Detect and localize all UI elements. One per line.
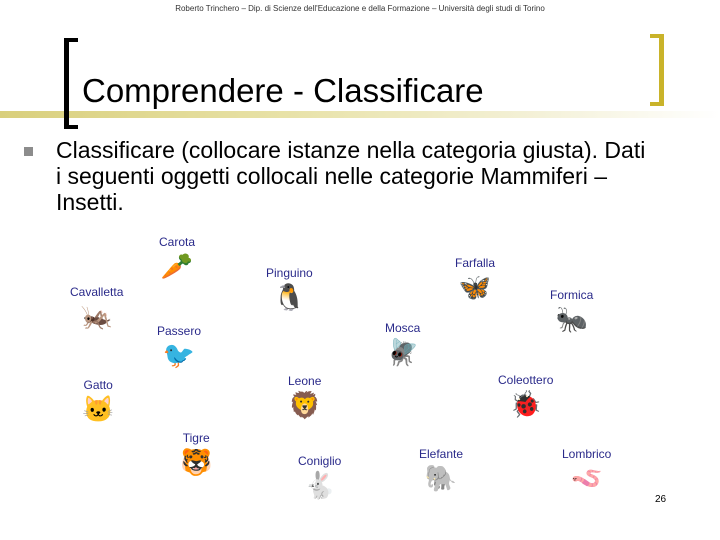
bullet-marker (24, 147, 33, 156)
item-carota (159, 235, 195, 281)
item-label: Coniglio (298, 454, 342, 468)
item-coniglio (298, 454, 341, 500)
item-label: Cavalletta (70, 285, 124, 299)
item-farfalla (455, 256, 495, 302)
penguin-icon: 🐧 (273, 282, 306, 312)
beetle-icon: 🐞 (509, 389, 542, 419)
item-label: Coleottero (498, 373, 554, 387)
item-mosca (385, 321, 420, 367)
item-lombrico (562, 447, 611, 493)
item-elefante (419, 447, 463, 493)
sparrow-icon: 🐦 (162, 340, 196, 370)
title-bracket-right (650, 34, 664, 106)
item-label: Formica (550, 288, 594, 302)
item-coleottero (498, 373, 553, 419)
item-label: Gatto (83, 378, 113, 392)
item-tigre (180, 431, 212, 477)
item-label: Mosca (385, 321, 421, 335)
body-text: Classificare (collocare istanze nella categoria giusta). Dati i seguenti oggetti collocali nelle categorie Mammiferi – Insetti. (56, 137, 646, 215)
worm-icon: 🪱 (570, 463, 603, 493)
animals-picture (64, 223, 636, 515)
item-passero (157, 324, 201, 370)
item-label: Farfalla (455, 256, 496, 270)
grasshopper-icon: 🦗 (80, 301, 113, 331)
rabbit-icon: 🐇 (303, 470, 336, 500)
item-label: Elefante (419, 447, 464, 461)
item-leone (288, 374, 321, 420)
item-cavalletta (70, 285, 123, 331)
ant-icon: 🐜 (555, 304, 588, 334)
item-pinguino (266, 266, 313, 312)
item-label: Pinguino (266, 266, 313, 280)
item-label: Tigre (182, 431, 210, 445)
item-label: Leone (288, 374, 322, 388)
item-label: Carota (159, 235, 196, 249)
butterfly-icon: 🦋 (458, 272, 492, 302)
page-number: 26 (655, 494, 667, 505)
title-decoration-bar (0, 111, 720, 118)
item-label: Lombrico (562, 447, 612, 461)
title-bracket-left (64, 38, 78, 129)
lion-icon: 🦁 (288, 390, 321, 420)
item-gatto (82, 378, 114, 424)
tiger-icon: 🐯 (180, 447, 213, 477)
slide-title: Comprendere - Classificare (82, 72, 484, 109)
item-formica (550, 288, 593, 334)
cat-icon: 🐱 (82, 394, 115, 424)
item-label: Passero (157, 324, 202, 338)
fly-icon: 🪰 (386, 337, 419, 367)
slide-header: Roberto Trinchero – Dip. di Scienze dell'Educazione e della Formazione – Università degli studi di Torino (175, 4, 545, 13)
elephant-icon: 🐘 (424, 463, 458, 493)
carrot-icon: 🥕 (160, 251, 194, 281)
